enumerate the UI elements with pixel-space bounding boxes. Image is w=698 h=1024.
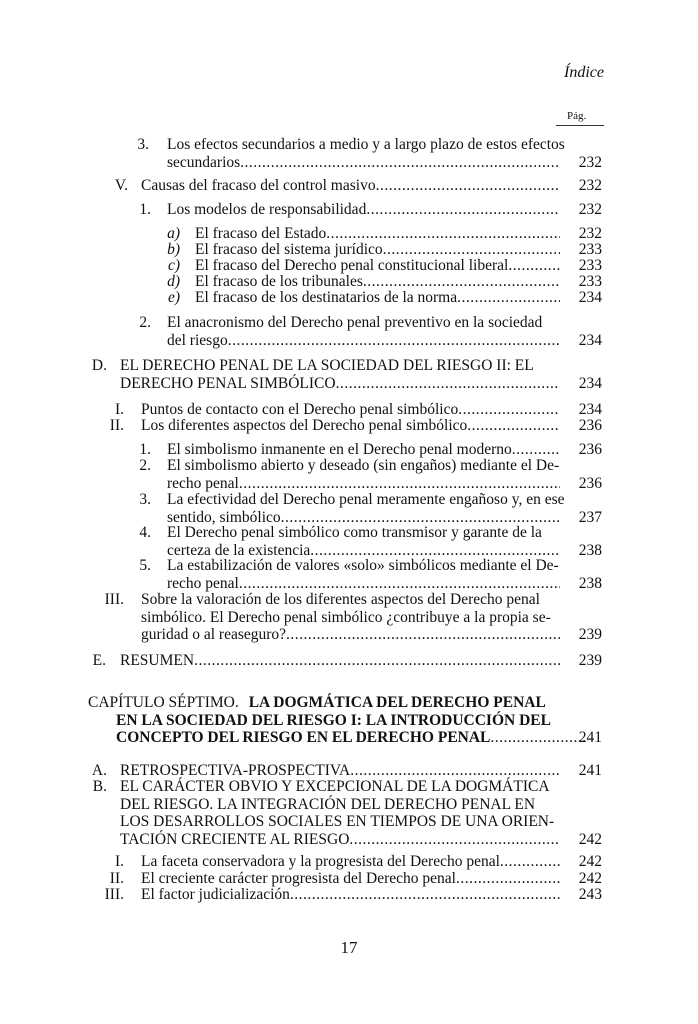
toc-page-number: 241 — [578, 729, 602, 746]
toc-page-number: 232 — [578, 153, 602, 171]
toc-entry-number: D. — [91, 357, 107, 374]
toc-entry-title: sentido, simbólico — [167, 508, 281, 526]
toc-entry-title: EN LA SOCIEDAD DEL RIESGO I: LA INTRODUCCIÓN DEL — [116, 711, 551, 729]
toc-page-number: 233 — [578, 241, 602, 258]
toc-entry-number: a) — [167, 225, 180, 242]
toc-page-number: 236 — [578, 474, 602, 492]
toc-page-number: 236 — [578, 441, 602, 458]
toc-entry-number: B. — [92, 778, 107, 795]
toc-page-number: 243 — [578, 886, 602, 903]
toc-entry-title: Causas del fracaso del control masivo — [141, 177, 376, 194]
toc-entry-title: El Derecho penal simbólico como transmisor y garante de la — [167, 524, 542, 541]
toc-page-number: 242 — [578, 853, 602, 870]
dot-leader — [383, 241, 560, 259]
dot-leader — [500, 853, 560, 871]
dot-leader — [458, 401, 560, 419]
toc-entry-title: secundarios — [167, 153, 241, 171]
dot-leader — [326, 225, 560, 243]
toc-entry-number: 2. — [139, 314, 151, 331]
toc-page-number: 236 — [578, 417, 602, 434]
toc-entry-title: RETROSPECTIVA-PROSPECTIVA — [120, 762, 351, 779]
toc-entry-title: El fracaso del sistema jurídico — [195, 241, 383, 258]
page-column-label: Pág. — [567, 110, 587, 122]
toc-entry-title: TACIÓN CRECIENTE AL RIESGO — [120, 830, 350, 848]
toc-page-number: 242 — [578, 830, 602, 848]
toc-entry-title: guridad o al reaseguro? — [141, 626, 287, 643]
toc-page-number: 239 — [578, 626, 602, 643]
toc-page-number: 239 — [578, 652, 602, 669]
toc-entry-title: La faceta conservadora y la progresista del Derecho penal — [141, 853, 500, 870]
toc-entry-title: EL CARÁCTER OBVIO Y EXCEPCIONAL DE LA DOGMÁTICA — [120, 778, 550, 795]
toc-entry-number: III. — [104, 591, 124, 608]
toc-entry-number: II. — [109, 417, 124, 434]
dot-leader — [349, 831, 560, 849]
toc-page-number: 237 — [578, 508, 602, 526]
toc-entry-number: 1. — [139, 441, 151, 458]
toc-page-number: 234 — [578, 331, 602, 349]
toc-page-number: 233 — [578, 273, 602, 290]
toc-page-number: 234 — [578, 374, 602, 392]
toc-entry-title: LA DOGMÁTICA DEL DERECHO PENAL — [248, 694, 546, 711]
toc-entry-number: c) — [167, 257, 180, 274]
toc-entry-number: b) — [167, 241, 180, 258]
dot-leader — [240, 154, 560, 172]
toc-entry-title: El simbolismo inmanente en el Derecho penal moderno — [167, 441, 512, 458]
chapter-label: CAPÍTULO SÉPTIMO. — [88, 694, 239, 711]
toc-entry-title: DEL RIESGO. LA INTEGRACIÓN DEL DERECHO PENAL EN — [120, 795, 536, 813]
dot-leader — [512, 441, 560, 459]
toc-entry-number: 1. — [139, 201, 151, 218]
toc-entry-title: Sobre la valoración de los diferentes aspectos del Derecho penal — [141, 591, 540, 608]
toc-entry-number: d) — [167, 273, 180, 290]
toc-entry-title: La efectividad del Derecho penal meramente engañoso y, en ese — [167, 491, 565, 508]
toc-entry-title: certeza de la existencia — [167, 541, 311, 559]
toc-page-number: 241 — [578, 762, 602, 779]
toc-page-number: 232 — [578, 225, 602, 242]
toc-entry-title: Los diferentes aspectos del Derecho penal simbólico — [141, 417, 468, 434]
toc-page-number: 232 — [578, 201, 602, 218]
toc-entry-title: EL DERECHO PENAL DE LA SOCIEDAD DEL RIESGO II: EL — [120, 357, 534, 374]
toc-page-number: 234 — [578, 401, 602, 418]
header-rule — [556, 125, 604, 126]
toc-entry-title: El fracaso del Estado — [195, 225, 327, 242]
toc-entry-number: I. — [114, 853, 124, 870]
dot-leader — [456, 870, 560, 888]
toc-entry-number: A. — [91, 762, 107, 779]
toc-entry-title: La estabilización de valores «solo» simbólicos mediante el De- — [167, 557, 559, 574]
toc-entry-title: El fracaso de los tribunales — [195, 273, 363, 290]
toc-entry-number: V. — [114, 177, 128, 194]
toc-page-number: 238 — [578, 541, 602, 559]
dot-leader — [376, 177, 560, 195]
toc-page-number: 242 — [578, 870, 602, 887]
toc-entry-title: CONCEPTO DEL RIESGO EN EL DERECHO PENAL — [116, 729, 491, 746]
toc-entry-title: El factor judicialización — [141, 886, 290, 903]
toc-entry-title: Los modelos de responsabilidad — [167, 201, 367, 218]
toc-entry-number: III. — [104, 886, 124, 903]
toc-entry-title: recho penal — [167, 474, 239, 492]
dot-leader — [239, 475, 560, 493]
toc-entry-number: II. — [109, 870, 124, 887]
toc-entry-title: recho penal — [167, 574, 239, 592]
toc-entry-title: El anacronismo del Derecho penal preventivo en la sociedad — [167, 314, 543, 331]
dot-leader — [239, 575, 560, 593]
page-number: 17 — [340, 938, 358, 957]
toc-entry-title: El simbolismo abierto y deseado (sin engaños) mediante el De- — [167, 457, 560, 474]
toc-entry-number: e) — [167, 289, 180, 306]
dot-leader — [194, 652, 560, 670]
dot-leader — [286, 626, 560, 644]
toc-page-number: 232 — [578, 177, 602, 194]
dot-leader — [350, 762, 560, 780]
toc-page-number: 234 — [578, 289, 602, 306]
dot-leader — [228, 332, 560, 350]
toc-page-number: 238 — [578, 574, 602, 592]
toc-entry-number: I. — [114, 401, 124, 418]
toc-entry-title: RESUMEN — [120, 652, 195, 669]
dot-leader — [363, 273, 560, 291]
toc-entry-title: El creciente carácter progresista del Derecho penal — [141, 870, 456, 887]
toc-entry-number: 5. — [139, 557, 151, 574]
dot-leader — [467, 417, 560, 435]
toc-entry-title: del riesgo — [167, 331, 228, 349]
running-header: Índice — [564, 64, 604, 81]
toc-entry-title: simbólico. El Derecho penal simbólico ¿contribuye a la propia se- — [141, 608, 551, 626]
toc-page-number: 233 — [578, 257, 602, 274]
toc-entry-title: El fracaso del Derecho penal constitucional liberal — [195, 257, 509, 274]
dot-leader — [457, 289, 560, 307]
dot-leader — [336, 375, 560, 393]
toc-entry-number: 2. — [139, 457, 151, 474]
toc-entry-title: LOS DESARROLLOS SOCIALES EN TIEMPOS DE UNA ORIEN- — [120, 813, 555, 830]
toc-entry-number: 4. — [139, 524, 151, 541]
toc-entry-title: Los efectos secundarios a medio y a largo plazo de estos efectos — [167, 136, 565, 153]
toc-entry-title: DERECHO PENAL SIMBÓLICO — [120, 374, 336, 392]
dot-leader — [508, 257, 560, 275]
toc-entry-number: 3. — [139, 491, 151, 508]
toc-entry-number: 3. — [137, 136, 149, 153]
dot-leader — [366, 201, 560, 219]
toc-entry-title: El fracaso de los destinatarios de la norma — [195, 289, 458, 306]
toc-entry-title: Puntos de contacto con el Derecho penal simbólico — [141, 401, 459, 418]
dot-leader — [290, 886, 560, 904]
toc-entry-number: E. — [92, 652, 106, 669]
